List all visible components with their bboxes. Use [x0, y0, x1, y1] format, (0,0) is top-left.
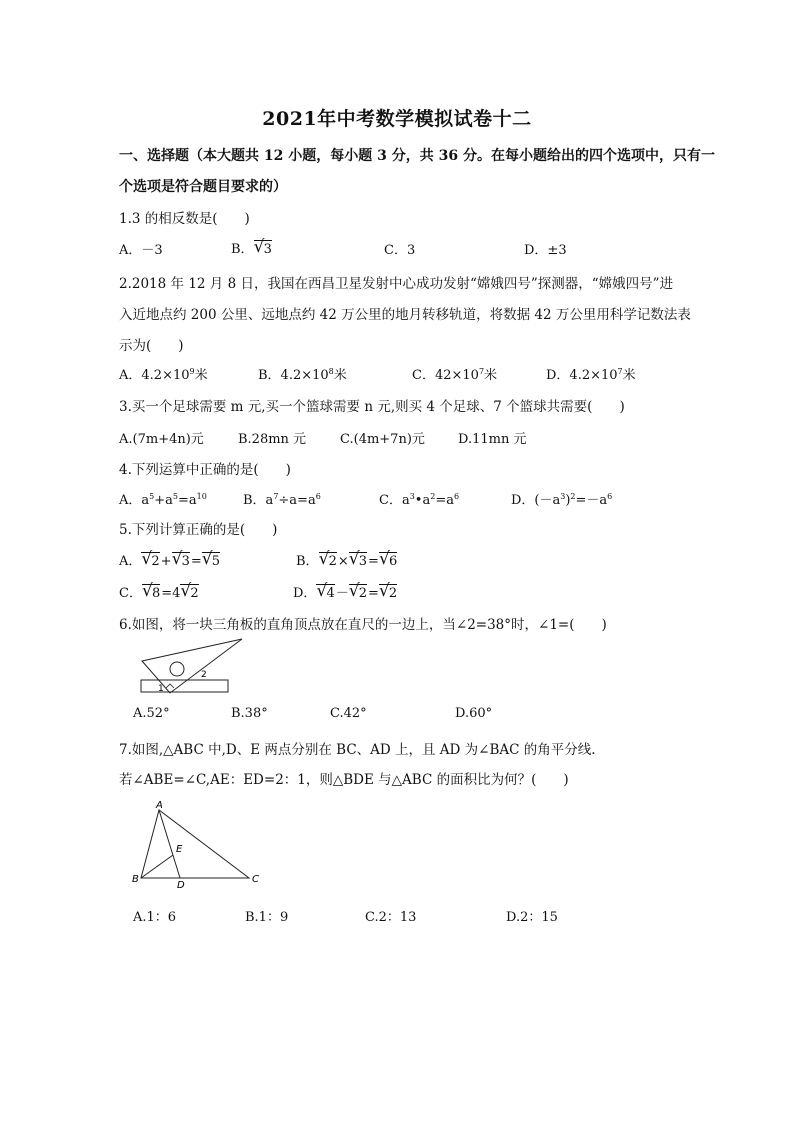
- q4-c-t0: C．a: [379, 493, 410, 508]
- angle-1-label: 1: [158, 684, 164, 694]
- sqrt-symbol: √ 2: [141, 549, 160, 569]
- q4-b-e2: 6: [315, 492, 321, 501]
- q7-triangle-figure: [128, 796, 268, 890]
- question-2-line2: 入近地点约 200 公里、远地点约 42 万公里的地月转移轨道，将数据 42 万公里用科学记数法表: [119, 307, 691, 323]
- point-e-label: E: [176, 844, 183, 855]
- angle-2-label: 2: [201, 670, 207, 680]
- q6-ruler-triangle-figure: [130, 633, 250, 699]
- q2-option-a: [119, 364, 208, 383]
- q2-d-base: D．4.2×10: [546, 368, 618, 383]
- q2-c-exp: 7: [478, 367, 485, 376]
- q1-option-d: D．±3: [524, 243, 567, 258]
- q1-option-a: A．－3: [119, 243, 163, 258]
- operator: +: [160, 554, 172, 569]
- point-d-label: D: [177, 880, 185, 890]
- sqrt-symbol: √ 3: [348, 549, 368, 569]
- right-angle-mark: [166, 684, 174, 688]
- radicand: 2: [190, 586, 199, 601]
- radicand: 5: [211, 554, 221, 569]
- sqrt-symbol: √ 3: [253, 237, 272, 257]
- radicand: 2: [388, 586, 398, 601]
- q2-d-unit: 米: [622, 368, 636, 383]
- q4-d-e2: 2: [570, 492, 576, 501]
- q4-option-a: [119, 489, 207, 508]
- q5-c-label: C．: [119, 586, 142, 601]
- set-square-hole: [170, 662, 184, 676]
- q4-a-t2: =a: [177, 493, 197, 508]
- q1-option-c: C．3: [384, 243, 416, 258]
- question-2-line1: 2.2018 年 12 月 8 日，我国在西昌卫星发射中心成功发射“嫦娥四号”探测器，“嫦娥四号”进: [119, 276, 674, 292]
- q4-c-e3: 6: [453, 492, 460, 501]
- q4-d-e1: 3: [560, 492, 566, 501]
- q1-option-b: [231, 238, 273, 257]
- sqrt-symbol: √ 3: [171, 549, 190, 569]
- q2-a-unit: 米: [194, 368, 208, 383]
- equals: =: [368, 554, 379, 569]
- equals: =: [190, 554, 202, 569]
- radicand: 2: [328, 554, 337, 569]
- q2-b-exp: 8: [328, 367, 334, 376]
- q3-option-b: B.28mn 元: [238, 432, 307, 447]
- sqrt-symbol: √ 8: [141, 581, 161, 601]
- question-6-stem: 6.如图，将一块三角板的直角顶点放在直尺的一边上，当∠2=38°时，∠1=( ): [119, 617, 607, 633]
- sqrt-symbol: √ 2: [348, 581, 368, 601]
- q4-a-e1: 5: [149, 492, 155, 501]
- q5-option-c: [119, 582, 200, 601]
- sqrt-symbol: √ 6: [378, 549, 398, 569]
- equals: =: [368, 586, 379, 601]
- sqrt-symbol: √ 2: [180, 581, 199, 601]
- q4-d-e3: 6: [607, 492, 613, 501]
- q4-a-t0: A．a: [119, 493, 150, 508]
- q5-a-label: A．: [119, 554, 142, 569]
- q4-option-d: [511, 489, 612, 508]
- q2-c-base: C．42×10: [412, 368, 479, 383]
- q2-c-unit: 米: [484, 368, 498, 383]
- q4-c-e2: 2: [430, 492, 436, 501]
- q2-b-unit: 米: [333, 368, 347, 383]
- q5-option-a: [119, 550, 221, 569]
- q4-b-e1: 7: [273, 492, 279, 501]
- q4-d-t1: ): [565, 493, 571, 508]
- q4-c-t2: =a: [435, 493, 454, 508]
- q2-option-b: [258, 364, 347, 383]
- operator: －: [335, 586, 349, 601]
- q6-option-b: B.38°: [231, 706, 268, 721]
- q4-c-e1: 3: [409, 492, 415, 501]
- question-1-stem: 1.3 的相反数是( ): [119, 211, 250, 227]
- q4-b-t1: ÷a=a: [278, 493, 316, 508]
- q4-a-t1: +a: [154, 493, 173, 508]
- q7-option-b: B.1：9: [245, 910, 289, 925]
- q3-option-d: D.11mn 元: [458, 432, 527, 447]
- page-title: 2021年中考数学模拟试卷十二: [262, 108, 532, 130]
- radicand: 3: [181, 554, 190, 569]
- q2-a-base: A．4.2×10: [119, 368, 190, 383]
- q4-option-b: [243, 489, 321, 508]
- section-heading: 一、选择题（本大题共 12 小题，每小题 3 分，共 36 分。在每小题给出的四个选项中，只有一: [119, 148, 715, 164]
- radicand: 4: [326, 586, 335, 601]
- q5-d-label: D．: [293, 586, 317, 601]
- radicand: 2: [151, 554, 160, 569]
- q2-a-exp: 9: [189, 367, 195, 376]
- q4-a-e3: 10: [196, 492, 207, 501]
- section-heading-cont: 个选项是符合题目要求的）: [119, 179, 287, 195]
- q7-option-d: D.2：15: [506, 910, 558, 925]
- question-4-stem: 4.下列运算中正确的是( ): [119, 462, 291, 478]
- question-7-line2: 若∠ABE=∠C,AE：ED=2：1，则△BDE 与△ABC 的面积比为何？( ): [119, 772, 569, 788]
- triangle-abc: [141, 810, 249, 878]
- q2-d-exp: 7: [617, 367, 623, 376]
- q4-d-t2: =－a: [575, 493, 608, 508]
- q2-b-base: B．4.2×10: [258, 368, 329, 383]
- q4-b-t0: B．a: [243, 493, 274, 508]
- vertex-c-label: C: [252, 874, 259, 885]
- q4-c-t1: •a: [414, 493, 431, 508]
- q4-option-c: [379, 489, 459, 508]
- q1-option-b-label: B．: [231, 242, 254, 257]
- radicand: 3: [358, 554, 368, 569]
- q4-d-t0: D．(－a: [511, 493, 561, 508]
- q6-option-c: C.42°: [330, 706, 367, 721]
- radicand: 6: [388, 554, 398, 569]
- sqrt-symbol: √ 4: [316, 581, 335, 601]
- question-5-stem: 5.下列计算正确的是( ): [119, 522, 278, 538]
- q7-option-a: A.1：6: [133, 910, 177, 925]
- radicand: 3: [263, 242, 272, 257]
- question-2-line3: 示为( ): [119, 338, 184, 354]
- vertex-b-label: B: [132, 874, 139, 885]
- q4-a-e2: 5: [172, 492, 178, 501]
- set-square: [142, 639, 242, 693]
- q2-option-c: [412, 364, 497, 383]
- q7-option-c: C.2：13: [365, 910, 417, 925]
- q6-option-a: A.52°: [133, 706, 170, 721]
- q5-option-b: [296, 550, 398, 569]
- q5-option-d: [293, 582, 398, 601]
- question-3-stem: 3.买一个足球需要 m 元,买一个篮球需要 n 元,则买 4 个足球、7 个篮球共需要( ): [119, 399, 625, 415]
- vertex-a-label: A: [156, 800, 163, 811]
- equals: =4: [161, 586, 181, 601]
- radicand: 8: [151, 586, 161, 601]
- q5-b-label: B．: [296, 554, 319, 569]
- question-7-line1: 7.如图,△ABC 中,D、E 两点分别在 BC、AD 上，且 AD 为∠BAC 的角平分线.: [119, 742, 596, 758]
- sqrt-symbol: √ 2: [318, 549, 337, 569]
- q6-option-d: D.60°: [455, 706, 493, 721]
- q3-option-c: C.(4m+7n)元: [340, 432, 425, 447]
- q2-option-d: [546, 364, 636, 383]
- operator: ×: [337, 554, 349, 569]
- sqrt-symbol: √ 2: [378, 581, 398, 601]
- radicand: 2: [358, 586, 368, 601]
- sqrt-symbol: √ 5: [201, 549, 221, 569]
- q3-option-a: A.(7m+4n)元: [119, 432, 204, 447]
